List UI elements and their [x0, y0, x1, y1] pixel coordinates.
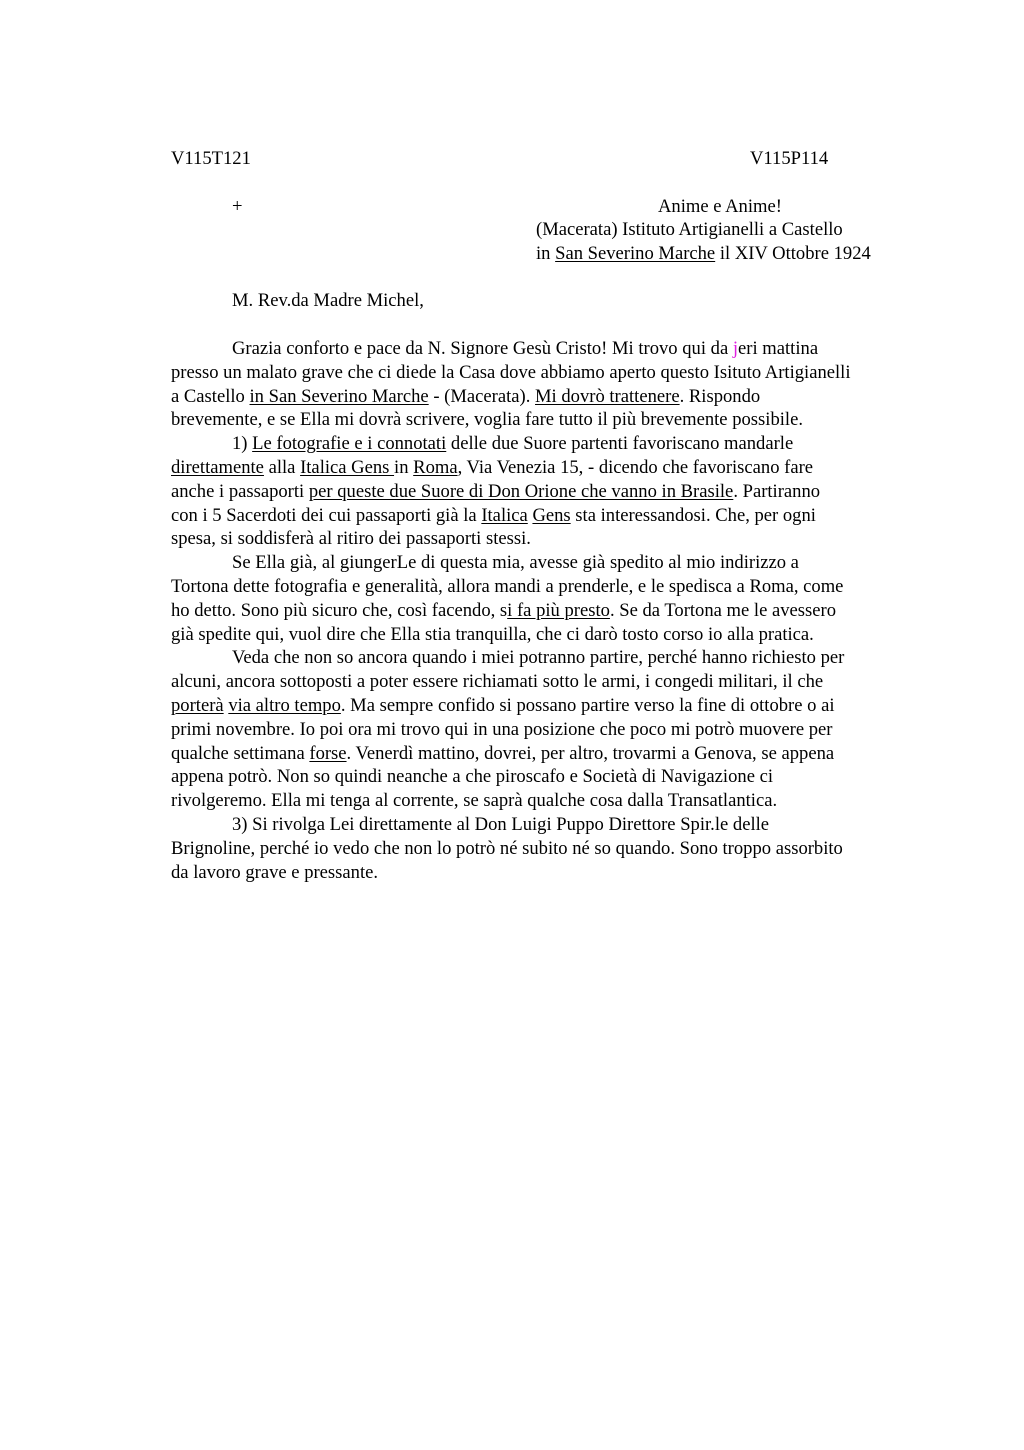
motto: Anime e Anime! — [658, 196, 782, 217]
paragraph: 1) Le fotografie e i connotati delle due Suore partenti favoriscano mandarle direttamente alla Italica Gens in Roma, Via Venezia 15, - dicendo che favoriscano fare anche i passaporti per queste due Suore di Don Orione che vanno in Brasile. Partiranno con i 5 Sacerdoti dei cui passaporti già la Italica Gens sta interessandosi. Che, per ogni spesa, si soddisferà al ritiro dei passaporti stessi. — [171, 433, 821, 550]
place-date-line: in San Severino Marche il XIV Ottobre 1924 — [536, 243, 871, 264]
highlighted-letter: j — [732, 338, 739, 359]
paragraph: 3) Si rivolga Lei direttamente al Don Luigi Puppo Direttore Spir.le delle Brignoline, perché io vedo che non lo potrò né subito né so quando. Sono troppo assorbito da lavoro grave e pressante. — [171, 813, 843, 883]
underlined-place: San Severino Marche — [555, 243, 716, 264]
cross-symbol: + — [232, 196, 243, 217]
paragraph: Veda che non so ancora quando i miei potranno partire, perché hanno richiesto per alcuni, ancora sottoposti a poter essere richiamati sotto le armi, i congedi militari, il che porterà via altro tempo. Ma sempre confido si possano partire verso la fine di ottobre o ai primi novembre. Io poi ora mi trovo qui in una posizione che poco mi potrò muovere per qualche settimana forse. Venerdì mattino, dovrei, per altro, trovarmi a Genova, se appena appena potrò. Non so quindi neanche a che piroscafo e Società di Navigazione ci rivolgeremo. Ella mi tenga al corrente, se saprà qualche cosa dalla Transatlantica. — [171, 647, 845, 812]
paragraph: Grazia conforto e pace da N. Signore Gesù Cristo! Mi trovo qui da jeri mattina presso un malato grave che ci diede la Casa dove abbiamo aperto questo Isituto Artigianelli a Castello in San Severino Marche - (Macerata). Mi dovrò trattenere. Rispondo brevemente, e se Ella mi dovrà scrivere, voglia fare tutto il più brevemente possibile. — [171, 338, 851, 431]
place-line-1: (Macerata) Istituto Artigianelli a Castello — [536, 219, 843, 240]
letter-body — [171, 337, 931, 884]
salutation: M. Rev.da Madre Michel, — [232, 290, 424, 311]
doc-code-left: V115T121 — [171, 148, 251, 169]
paragraph: Se Ella già, al giungerLe di questa mia, avesse già spedito al mio indirizzo a Tortona dette fotografia e generalità, allora mandi a prenderle, e le spedisca a Roma, come ho detto. Sono più sicuro che, così facendo, si fa più presto. Se da Tortona me le avessero già spedite qui, vuol dire che Ella stia tranquilla, che ci darò tosto corso io alla pratica. — [171, 552, 844, 645]
doc-code-right: V115P114 — [750, 148, 829, 169]
